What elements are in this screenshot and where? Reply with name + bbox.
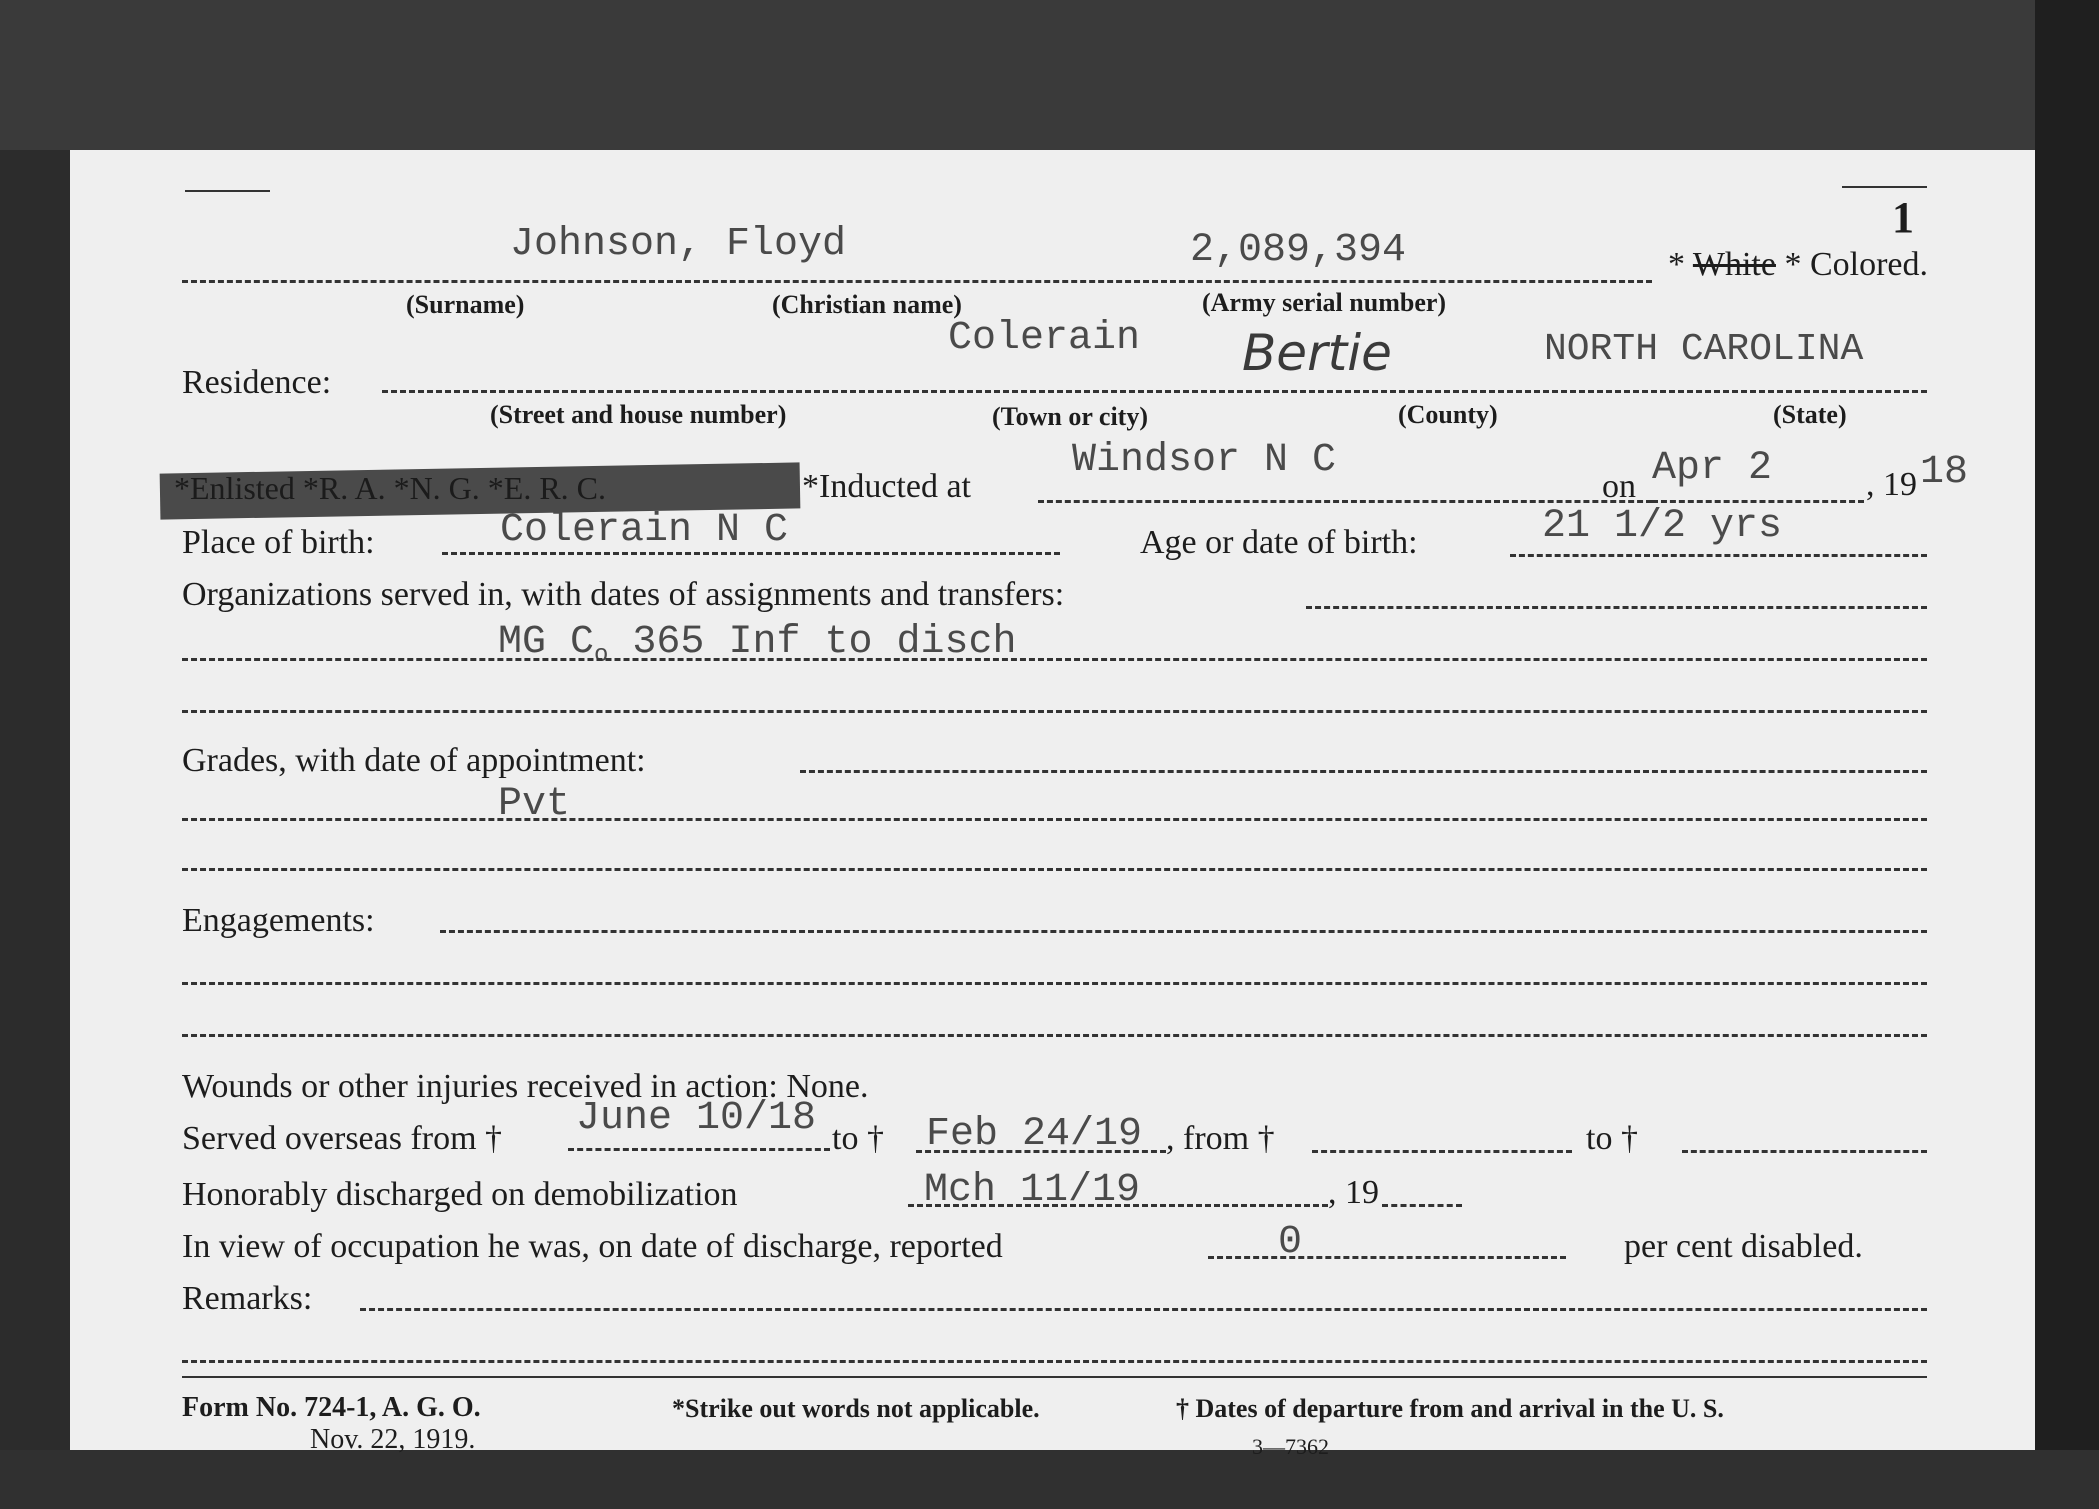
military-service-card — [70, 150, 2035, 1459]
footer-rule — [182, 1376, 1927, 1378]
engagements-label: Engagements: — [182, 902, 375, 939]
scan-background-right — [2035, 0, 2099, 1509]
inducted-place-value: Windsor N C — [1072, 438, 1337, 483]
caption-town: (Town or city) — [992, 402, 1148, 431]
remarks-line-2 — [182, 1360, 1927, 1363]
disabled-label: In view of occupation he was, on date of discharge, reported — [182, 1228, 1003, 1265]
birth-label: Place of birth: — [182, 524, 375, 561]
race-colored: Colored. — [1809, 246, 1929, 283]
race-prefix-1: * — [1668, 246, 1685, 283]
inducted-year-value: 18 — [1920, 450, 1969, 495]
footnote-dates: † Dates of departure from and arrival in the U. S. — [1176, 1394, 1724, 1423]
overseas-to-value: Feb 24/19 — [926, 1112, 1143, 1157]
state-value: NORTH CAROLINA — [1544, 328, 1864, 371]
grades-line-3 — [182, 868, 1927, 871]
inducted-date-line — [1652, 500, 1864, 503]
form-number: Form No. 724-1, A. G. O. — [182, 1392, 481, 1423]
discharge-line — [908, 1204, 1328, 1207]
top-right-rule — [1842, 186, 1927, 188]
disabled-suffix: per cent disabled. — [1624, 1228, 1863, 1265]
grades-line-1 — [800, 770, 1927, 773]
wounds-value: None. — [786, 1068, 869, 1105]
overseas-label: Served overseas from † — [182, 1120, 503, 1157]
race-white-struck: White — [1692, 246, 1776, 283]
county-value-handwritten: Bertie — [1242, 324, 1392, 382]
enlisted-options-struck: *Enlisted *R. A. *N. G. *E. R. C. — [174, 470, 607, 506]
grades-label: Grades, with date of appointment: — [182, 742, 646, 779]
organizations-value — [498, 620, 1017, 669]
overseas-to-line — [916, 1150, 1166, 1153]
form-date: Nov. 22, 1919. — [310, 1424, 476, 1455]
inducted-label: *Inducted at — [802, 468, 971, 505]
scan-background-bottom — [0, 1450, 2099, 1509]
on-label: on — [1602, 468, 1636, 505]
remarks-label: Remarks: — [182, 1280, 313, 1317]
birth-line — [442, 552, 1060, 555]
caption-state: (State) — [1773, 400, 1847, 429]
grades-value: Pvt — [498, 782, 571, 827]
organizations-line-1 — [1306, 606, 1927, 609]
remarks-line-1 — [360, 1308, 1927, 1311]
caption-county: (County) — [1398, 400, 1498, 429]
second-from-label: , from † — [1166, 1120, 1275, 1157]
age-line — [1510, 554, 1927, 557]
disabled-value: 0 — [1278, 1220, 1303, 1265]
surname-value: Johnson, Floyd — [510, 222, 847, 267]
town-value: Colerain — [948, 316, 1141, 361]
caption-surname: (Surname) — [406, 290, 525, 319]
caption-street: (Street and house number) — [490, 400, 787, 429]
page-number: 1 — [1892, 193, 1914, 242]
engagements-line-3 — [182, 1034, 1927, 1037]
serial-number-value: 2,089,394 — [1190, 228, 1407, 273]
engagements-line-2 — [182, 982, 1927, 985]
second-to-line — [1682, 1150, 1927, 1153]
age-value: 21 1/2 yrs — [1542, 504, 1783, 549]
residence-label: Residence: — [182, 364, 332, 401]
organizations-line-3 — [182, 710, 1927, 713]
disabled-line — [1208, 1256, 1566, 1259]
age-label: Age or date of birth: — [1140, 524, 1418, 561]
wounds-label-text: Wounds or other injuries received in action: — [182, 1068, 778, 1105]
discharge-date-value: Mch 11/19 — [924, 1168, 1141, 1213]
second-from-line — [1312, 1150, 1572, 1153]
caption-christian-name: (Christian name) — [772, 290, 962, 319]
organizations-value-subscript: o — [594, 642, 609, 669]
race-prefix-2: * — [1784, 246, 1802, 283]
scan-background-left — [0, 150, 70, 1509]
overseas-to-label: to † — [832, 1120, 884, 1157]
discharge-label: Honorably discharged on demobilization — [182, 1176, 738, 1213]
second-to-label: to † — [1586, 1120, 1638, 1157]
residence-line — [382, 390, 1927, 393]
top-left-rule — [185, 190, 270, 192]
organizations-label: Organizations served in, with dates of assignments and transfers: — [182, 576, 1065, 613]
name-line — [182, 280, 1652, 283]
grades-line-2 — [182, 818, 1927, 821]
inducted-date-value: Apr 2 — [1652, 446, 1773, 491]
scan-background-top — [0, 0, 2099, 150]
discharge-year-label: , 19 — [1328, 1174, 1379, 1211]
discharge-year-line — [1382, 1204, 1462, 1207]
inducted-line — [1038, 500, 1652, 503]
engagements-line-1 — [440, 930, 1927, 933]
organizations-line-2 — [182, 658, 1927, 661]
organizations-value-part-b: 365 Inf to disch — [608, 620, 1017, 665]
race-field — [1668, 246, 1928, 284]
overseas-from-value: June 10/18 — [576, 1096, 817, 1141]
footnote-strike-out: *Strike out words not applicable. — [672, 1394, 1040, 1423]
organizations-value-part-a: MG C — [498, 620, 595, 665]
inducted-year-prefix: , 19 — [1866, 466, 1917, 503]
overseas-from-line — [568, 1148, 830, 1151]
caption-serial-number: (Army serial number) — [1202, 288, 1447, 317]
print-code: 3—7362 — [1252, 1434, 1329, 1459]
birth-place-value: Colerain N C — [500, 508, 789, 553]
